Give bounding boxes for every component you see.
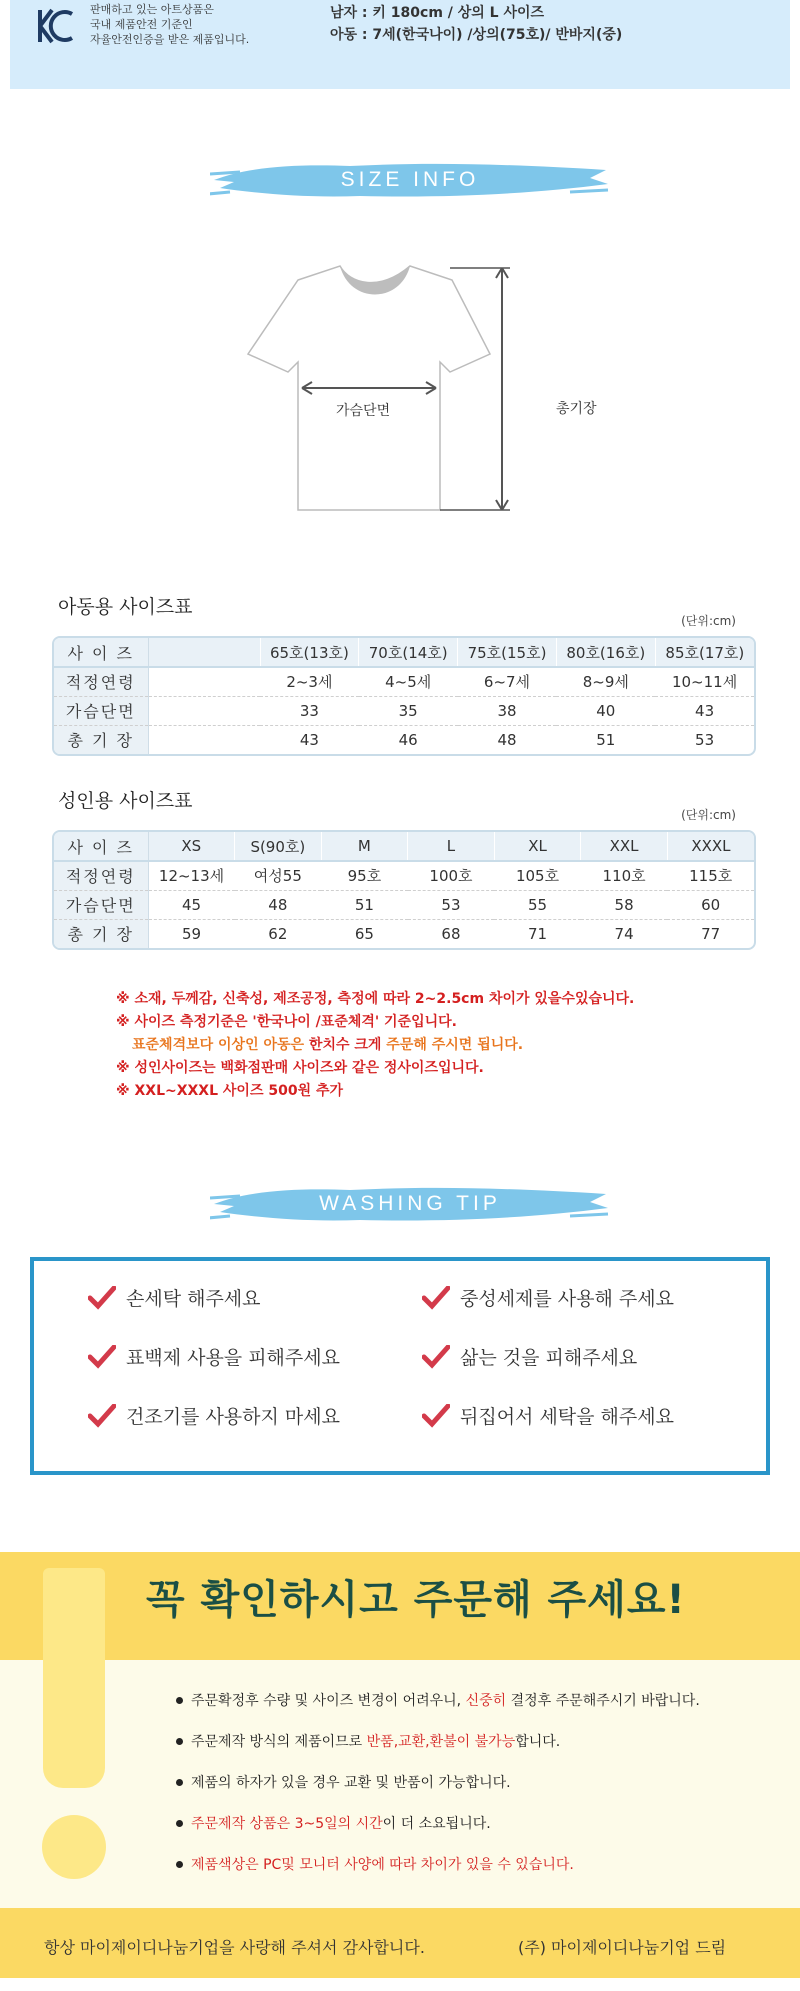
table-cell: 74 — [614, 924, 634, 943]
table-cell: XS — [148, 832, 235, 861]
kc-certification-icon — [36, 6, 76, 46]
washing-tip-item: 건조기를 사용하지 마세요 — [88, 1402, 340, 1429]
notice-item: 주문제작 상품은 3~5일의 시간이 더 소요됩니다. — [176, 1813, 491, 1833]
table-cell: 여성55 — [235, 861, 322, 890]
chest-width-label: 가슴단면 — [336, 403, 391, 419]
table-cell: 48 — [497, 730, 517, 749]
washing-tip-heading — [210, 1182, 610, 1226]
bullet-icon — [176, 1738, 183, 1745]
bullet-icon — [176, 1820, 183, 1827]
kids-size-table — [52, 636, 756, 756]
table-cell: 100호 — [408, 861, 495, 890]
table-cell: 40 — [556, 696, 655, 725]
table-cell — [148, 725, 260, 754]
model-male: 남자 : 키 180cm / 상의 L 사이즈 — [330, 5, 545, 21]
model-info — [330, 2, 622, 46]
table-cell: 12~13세 — [148, 861, 235, 890]
note-line: ※ XXL~XXXL 사이즈 500원 추가 — [116, 1083, 344, 1099]
table-cell: 110호 — [581, 861, 668, 890]
exclamation-icon — [43, 1568, 105, 1788]
checkmark-icon — [422, 1404, 450, 1428]
kc-line: 판매하고 있는 아트상품은 — [90, 3, 214, 16]
table-cell: 53 — [695, 730, 715, 749]
adult-table-title: 성인용 사이즈표 — [58, 790, 193, 812]
table-cell: XL — [494, 832, 581, 861]
notice-item: 주문제작 방식의 제품이므로 반품,교환,환불이 불가능합니다. — [176, 1731, 560, 1751]
table-row — [54, 725, 754, 754]
washing-tip-item: 표백제 사용을 피해주세요 — [88, 1343, 340, 1370]
row-label: 가슴단면 — [54, 696, 148, 725]
note-part: 주문해 주시면 됩니다. — [381, 1037, 524, 1053]
table-cell: 95호 — [321, 861, 408, 890]
table-cell: 43 — [655, 696, 754, 725]
kids-table-unit: (단위:cm) — [681, 614, 736, 628]
table-cell: 10~11세 — [655, 667, 754, 696]
checkmark-icon — [88, 1345, 116, 1369]
table-cell: 2~3세 — [260, 667, 359, 696]
model-child: 아동 : 7세(한국나이) /상의(75호)/ 반바지(중) — [330, 27, 623, 43]
size-info-title: SIZE INFO — [340, 168, 480, 191]
table-cell — [148, 667, 260, 696]
washing-tip-item: 뒤집어서 세탁을 해주세요 — [422, 1402, 674, 1429]
table-row — [54, 832, 754, 861]
note-part: 표준체격보다 이상인 아동은 — [132, 1037, 309, 1053]
table-cell: 51 — [321, 890, 408, 919]
table-cell: 60 — [667, 890, 754, 919]
adult-size-table — [52, 830, 756, 950]
bullet-icon — [176, 1697, 183, 1704]
table-cell: 77 — [701, 924, 721, 943]
table-row — [54, 919, 754, 948]
notice-item: 주문확정후 수량 및 사이즈 변경이 어려우니, 신중히 결정후 주문해주시기 바랍니다. — [176, 1690, 700, 1710]
table-cell: S(90호) — [235, 832, 322, 861]
kids-table-title: 아동용 사이즈표 — [58, 596, 193, 618]
table-cell: 48 — [235, 890, 322, 919]
row-label: 총 기 장 — [54, 725, 148, 754]
note-line: ※ 성인사이즈는 백화점판매 사이즈와 같은 정사이즈입니다. — [116, 1060, 484, 1076]
table-cell: 65 — [354, 924, 374, 943]
size-notes — [116, 988, 634, 1103]
washing-tip-item: 손세탁 해주세요 — [88, 1284, 261, 1311]
table-cell: 33 — [260, 696, 359, 725]
exclamation-dot-icon — [42, 1815, 106, 1879]
table-row — [54, 638, 754, 667]
kc-line: 자율안전인증을 받은 제품입니다. — [90, 33, 250, 46]
note-line: ※ 소재, 두께감, 신축성, 제조공정, 측정에 따라 2~2.5cm 차이가 있을수있습니다. — [116, 991, 635, 1007]
table-cell — [148, 638, 260, 667]
kc-line: 국내 제품안전 기준인 — [90, 18, 193, 31]
footer-thanks: 항상 마이제이디나눔기업을 사랑해 주셔서 감사합니다. — [44, 1938, 425, 1957]
table-cell: 53 — [408, 890, 495, 919]
notice-item: 제품의 하자가 있을 경우 교환 및 반품이 가능합니다. — [176, 1772, 511, 1792]
table-cell: 115호 — [667, 861, 754, 890]
table-row — [54, 890, 754, 919]
table-cell: 68 — [441, 924, 461, 943]
notice-item: 제품색상은 PC및 모니터 사양에 따라 차이가 있을 수 있습니다. — [176, 1854, 574, 1874]
table-cell: 38 — [458, 696, 557, 725]
table-cell: XXXL — [667, 832, 754, 861]
checkmark-icon — [88, 1286, 116, 1310]
table-cell: 75호(15호) — [458, 638, 557, 667]
table-cell — [148, 696, 260, 725]
note-line — [116, 1034, 634, 1057]
table-cell: 85호(17호) — [655, 638, 754, 667]
table-cell: XXL — [581, 832, 668, 861]
tshirt-diagram — [240, 262, 540, 522]
table-cell: 65호(13호) — [260, 638, 359, 667]
note-emphasis: 한치수 크게 — [308, 1037, 382, 1053]
table-cell: 4~5세 — [359, 667, 458, 696]
table-cell: 62 — [268, 924, 288, 943]
row-label: 적정연령 — [54, 667, 148, 696]
footer-signature: (주) 마이제이디나눔기업 드림 — [518, 1938, 727, 1957]
table-cell: 58 — [581, 890, 668, 919]
size-info-heading — [210, 158, 610, 202]
table-cell: M — [321, 832, 408, 861]
checkmark-icon — [88, 1404, 116, 1428]
table-row — [54, 861, 754, 890]
table-cell: 71 — [527, 924, 548, 943]
washing-tip-item: 중성세제를 사용해 주세요 — [422, 1284, 674, 1311]
table-cell: 105호 — [494, 861, 581, 890]
row-label: 사 이 즈 — [54, 638, 148, 667]
checkmark-icon — [422, 1345, 450, 1369]
table-cell: 6~7세 — [458, 667, 557, 696]
checkmark-icon — [422, 1286, 450, 1310]
table-cell: 43 — [299, 730, 319, 749]
bullet-icon — [176, 1779, 183, 1786]
notice-title: 꼭 확인하시고 주문해 주세요! — [146, 1577, 686, 1623]
table-cell: 46 — [398, 730, 418, 749]
table-cell: 8~9세 — [556, 667, 655, 696]
row-label: 적정연령 — [54, 861, 148, 890]
bullet-icon — [176, 1861, 183, 1868]
table-cell: 55 — [494, 890, 581, 919]
washing-tip-title: WASHING TIP — [319, 1192, 501, 1215]
total-length-label: 총기장 — [556, 401, 597, 417]
table-row — [54, 696, 754, 725]
kc-certification-text — [90, 2, 249, 47]
table-cell: 80호(16호) — [556, 638, 655, 667]
row-label: 가슴단면 — [54, 890, 148, 919]
table-cell: 35 — [359, 696, 458, 725]
washing-tip-item: 삶는 것을 피해주세요 — [422, 1343, 637, 1370]
row-label: 사 이 즈 — [54, 832, 148, 861]
table-cell: 59 — [181, 924, 202, 943]
table-cell: L — [408, 832, 495, 861]
row-label: 총 기 장 — [54, 919, 148, 948]
adult-table-unit: (단위:cm) — [681, 808, 736, 822]
table-cell: 51 — [596, 730, 616, 749]
table-row — [54, 667, 754, 696]
note-line: ※ 사이즈 측정기준은 '한국나이 /표준체격' 기준입니다. — [116, 1014, 457, 1030]
table-cell: 70호(14호) — [359, 638, 458, 667]
table-cell: 45 — [148, 890, 235, 919]
